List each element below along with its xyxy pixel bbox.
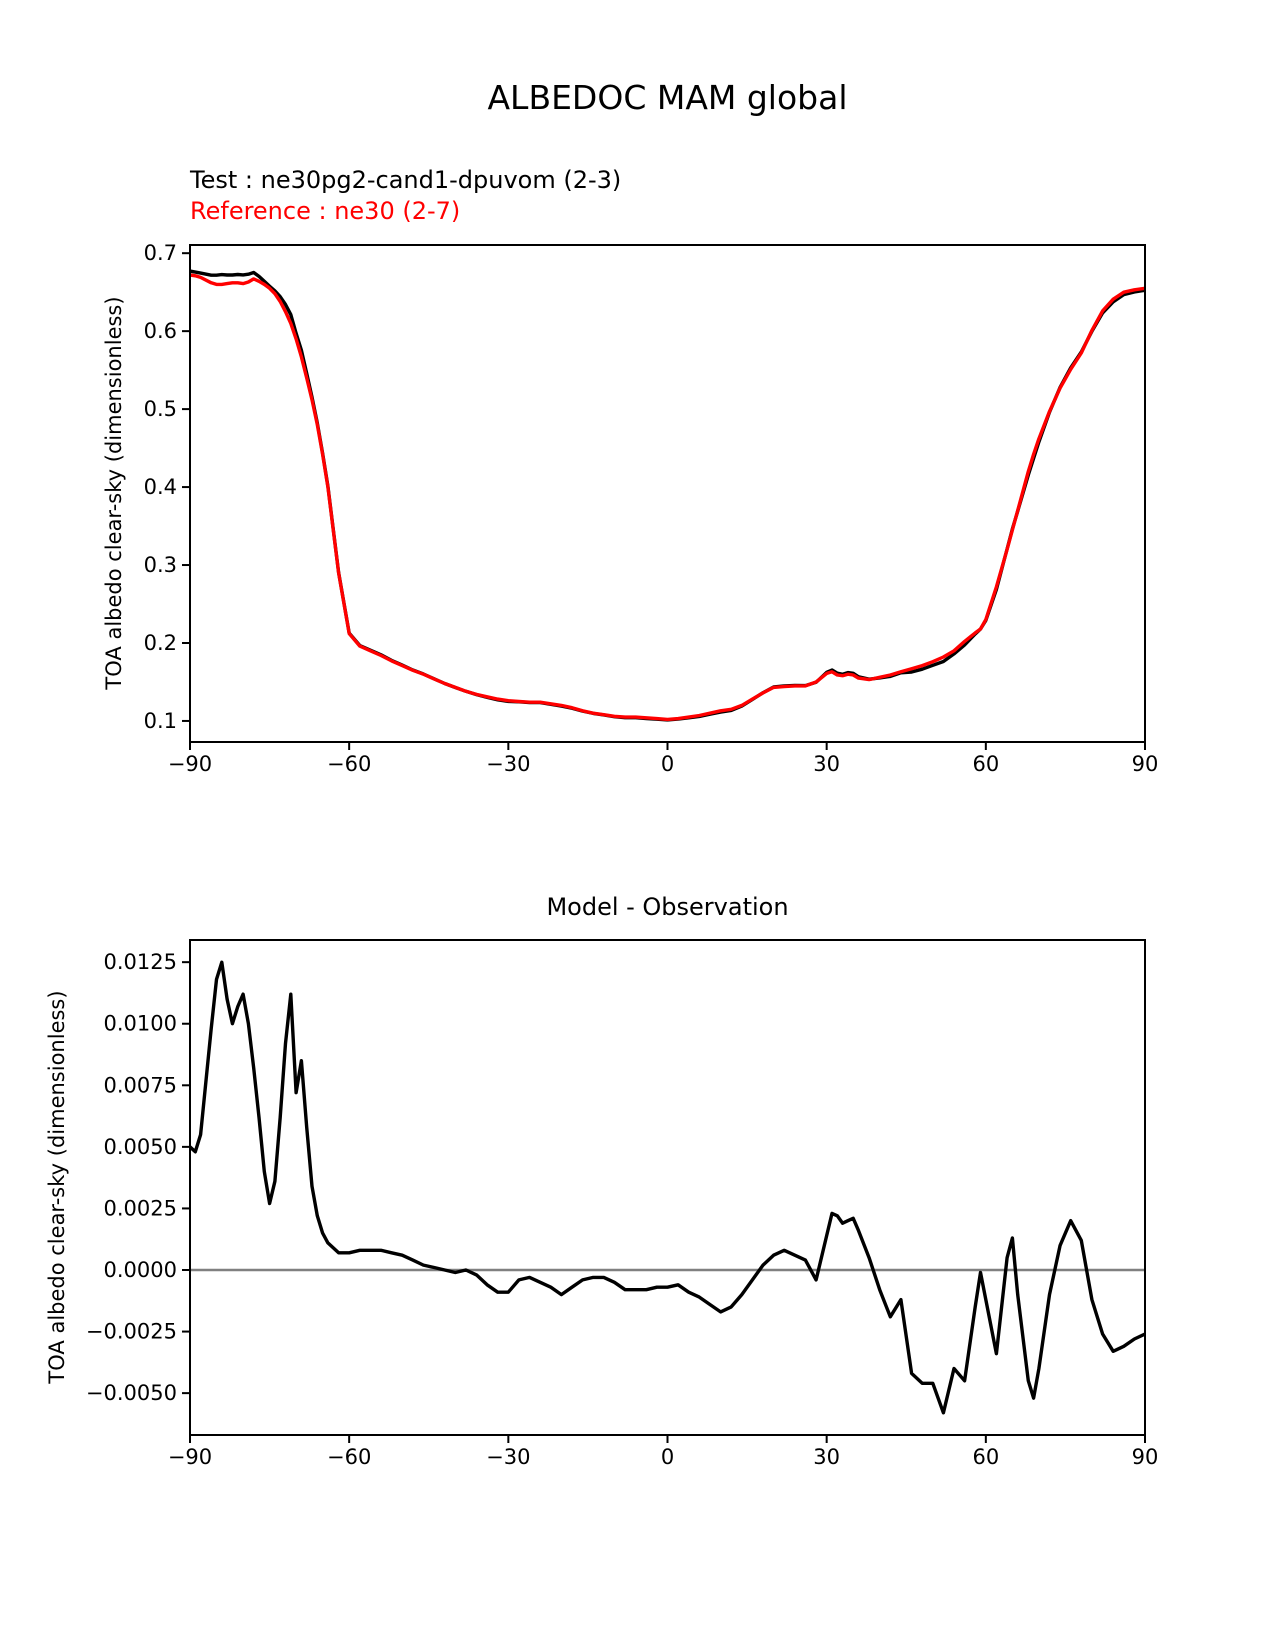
x-tick-label: −90 <box>167 752 213 776</box>
x-tick-label: 30 <box>813 752 841 776</box>
difference-line <box>190 962 1145 1413</box>
y-tick-label: 0.0100 <box>103 1011 177 1036</box>
axes-box <box>190 940 1145 1435</box>
top-chart <box>144 241 1159 776</box>
x-tick-label: −30 <box>486 752 531 776</box>
y-tick-label: 0.1 <box>143 708 177 733</box>
y-tick-label: 0.7 <box>143 241 177 266</box>
y-tick-label: 0.6 <box>143 319 177 344</box>
y-tick-label: 0.0075 <box>103 1073 177 1098</box>
bottom-chart-y-axis-label: TOA albedo clear-sky (dimensionless) <box>45 990 69 1384</box>
x-tick-label: −60 <box>327 1445 372 1469</box>
legend-reference-label: Reference : ne30 (2-7) <box>190 197 461 225</box>
x-tick-label: 0 <box>660 1445 675 1469</box>
y-tick-label: 0.0050 <box>103 1134 177 1159</box>
y-tick-label: −0.0050 <box>85 1381 177 1406</box>
y-tick-label: 0.4 <box>143 475 177 500</box>
x-tick-label: 0 <box>660 752 675 776</box>
x-tick-label: −30 <box>486 1445 531 1469</box>
legend-test-label: Test : ne30pg2-cand1-dpuvom (2-3) <box>190 166 622 194</box>
y-tick-label: −0.0025 <box>85 1319 177 1344</box>
x-tick-label: 60 <box>972 1445 1000 1469</box>
y-tick-label: 0.0125 <box>103 950 177 975</box>
bottom-chart <box>86 940 1158 1469</box>
y-tick-label: 0.2 <box>143 630 177 655</box>
x-tick-label: 30 <box>813 1445 841 1469</box>
x-tick-label: 90 <box>1131 1445 1159 1469</box>
x-tick-label: −60 <box>327 752 372 776</box>
x-tick-label: −90 <box>167 1445 213 1469</box>
reference-line <box>190 275 1145 719</box>
y-tick-label: 0.0025 <box>103 1196 177 1221</box>
legend <box>190 165 621 227</box>
y-tick-label: 0.0000 <box>103 1258 177 1282</box>
figure-title: ALBEDOC MAM global <box>487 78 848 117</box>
x-tick-label: 90 <box>1131 752 1159 776</box>
test-line <box>190 271 1145 720</box>
bottom-chart-title: Model - Observation <box>546 893 789 921</box>
axes-box <box>190 245 1145 742</box>
y-tick-label: 0.3 <box>143 553 177 578</box>
y-tick-label: 0.5 <box>143 397 177 422</box>
x-tick-label: 60 <box>972 752 1000 776</box>
top-chart-y-axis-label: TOA albedo clear-sky (dimensionless) <box>102 296 126 690</box>
